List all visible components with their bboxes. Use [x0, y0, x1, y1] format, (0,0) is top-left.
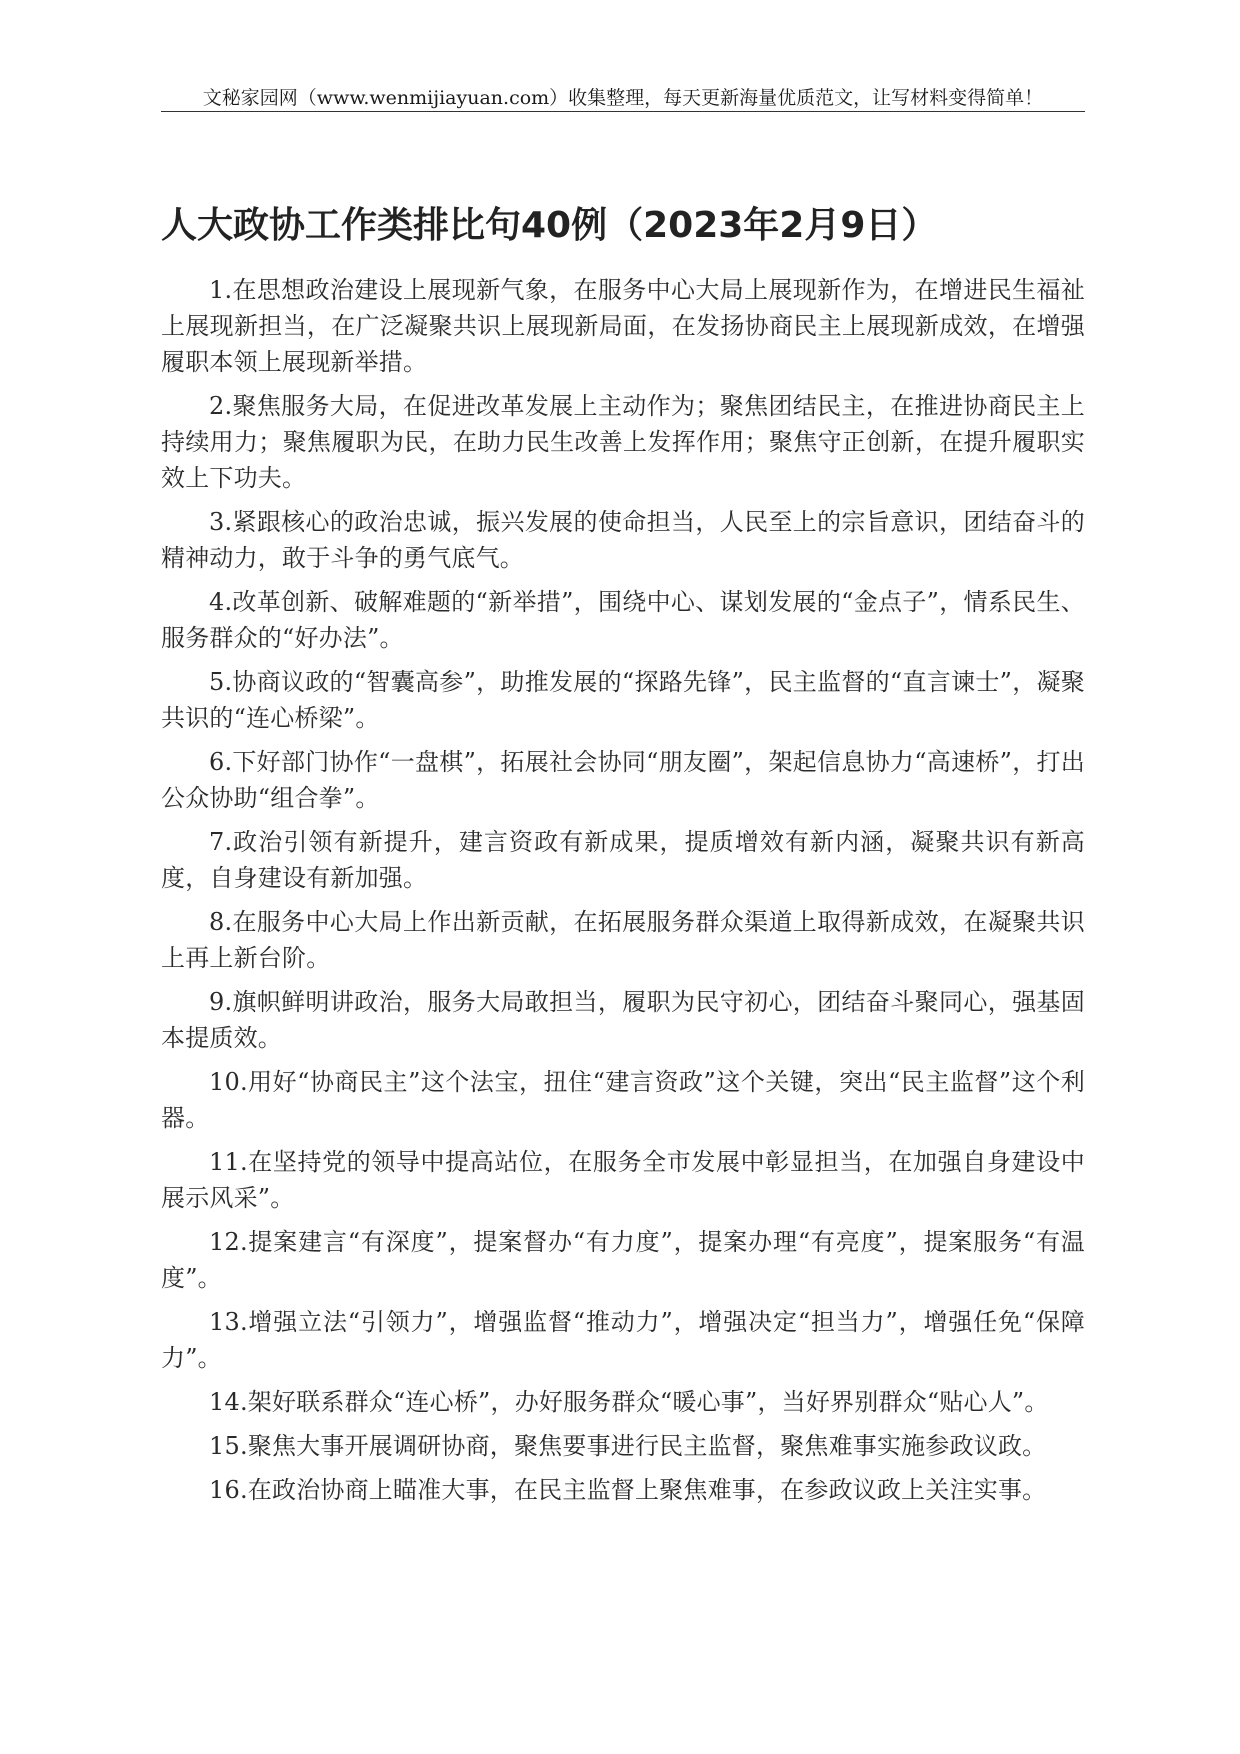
paragraph: 2.聚焦服务大局，在促进改革发展上主动作为；聚焦团结民主，在推进协商民主上持续用力；聚焦履职为民，在助力民生改善上发挥作用；聚焦守正创新，在提升履职实效上下功夫。 [161, 392, 1085, 492]
paragraph: 3.紧跟核心的政治忠诚，振兴发展的使命担当，人民至上的宗旨意识，团结奋斗的精神动力，敢于斗争的勇气底气。 [161, 508, 1085, 572]
paragraph: 11.在坚持党的领导中提高站位，在服务全市发展中彰显担当，在加强自身建设中展示风采”。 [161, 1148, 1085, 1212]
paragraph: 5.协商议政的“智囊高参”，助推发展的“探路先锋”，民主监督的“直言谏士”，凝聚共识的“连心桥梁”。 [161, 668, 1085, 732]
paragraph: 14.架好联系群众“连心桥”，办好服务群众“暖心事”，当好界别群众“贴心人”。 [209, 1388, 1049, 1416]
paragraph: 16.在政治协商上瞄准大事，在民主监督上聚焦难事，在参政议政上关注实事。 [209, 1476, 1047, 1504]
paragraph: 12.提案建言“有深度”，提案督办“有力度”，提案办理“有亮度”，提案服务“有温度”。 [161, 1228, 1085, 1292]
paragraph: 1.在思想政治建设上展现新气象，在服务中心大局上展现新作为，在增进民生福祉上展现新担当，在广泛凝聚共识上展现新局面，在发扬协商民主上展现新成效，在增强履职本领上展现新举措。 [161, 276, 1085, 376]
paragraph: 4.改革创新、破解难题的“新举措”，围绕中心、谋划发展的“金点子”，情系民生、服务群众的“好办法”。 [161, 588, 1085, 652]
document-title: 人大政协工作类排比句40例（2023年2月9日） [161, 205, 938, 246]
paragraph: 7.政治引领有新提升，建言资政有新成果，提质增效有新内涵，凝聚共识有新高度，自身建设有新加强。 [161, 828, 1085, 892]
paragraph: 15.聚焦大事开展调研协商，聚焦要事进行民主监督，聚焦难事实施参政议政。 [209, 1432, 1047, 1460]
paragraph: 9.旗帜鲜明讲政治，服务大局敢担当，履职为民守初心，团结奋斗聚同心，强基固本提质效。 [161, 988, 1085, 1052]
header-divider [161, 111, 1085, 112]
page-header: 文秘家园网（www.wenmijiayuan.com）收集整理，每天更新海量优质范文，让写材料变得简单！ [202, 87, 1044, 109]
document-body [161, 272, 1085, 1516]
paragraph: 8.在服务中心大局上作出新贡献，在拓展服务群众渠道上取得新成效，在凝聚共识上再上新台阶。 [161, 908, 1085, 972]
paragraph: 6.下好部门协作“一盘棋”，拓展社会协同“朋友圈”，架起信息协力“高速桥”，打出公众协助“组合拳”。 [161, 748, 1085, 812]
paragraph: 10.用好“协商民主”这个法宝，扭住“建言资政”这个关键，突出“民主监督”这个利器。 [161, 1068, 1085, 1132]
paragraph: 13.增强立法“引领力”，增强监督“推动力”，增强决定“担当力”，增强任免“保障力”。 [161, 1308, 1085, 1372]
